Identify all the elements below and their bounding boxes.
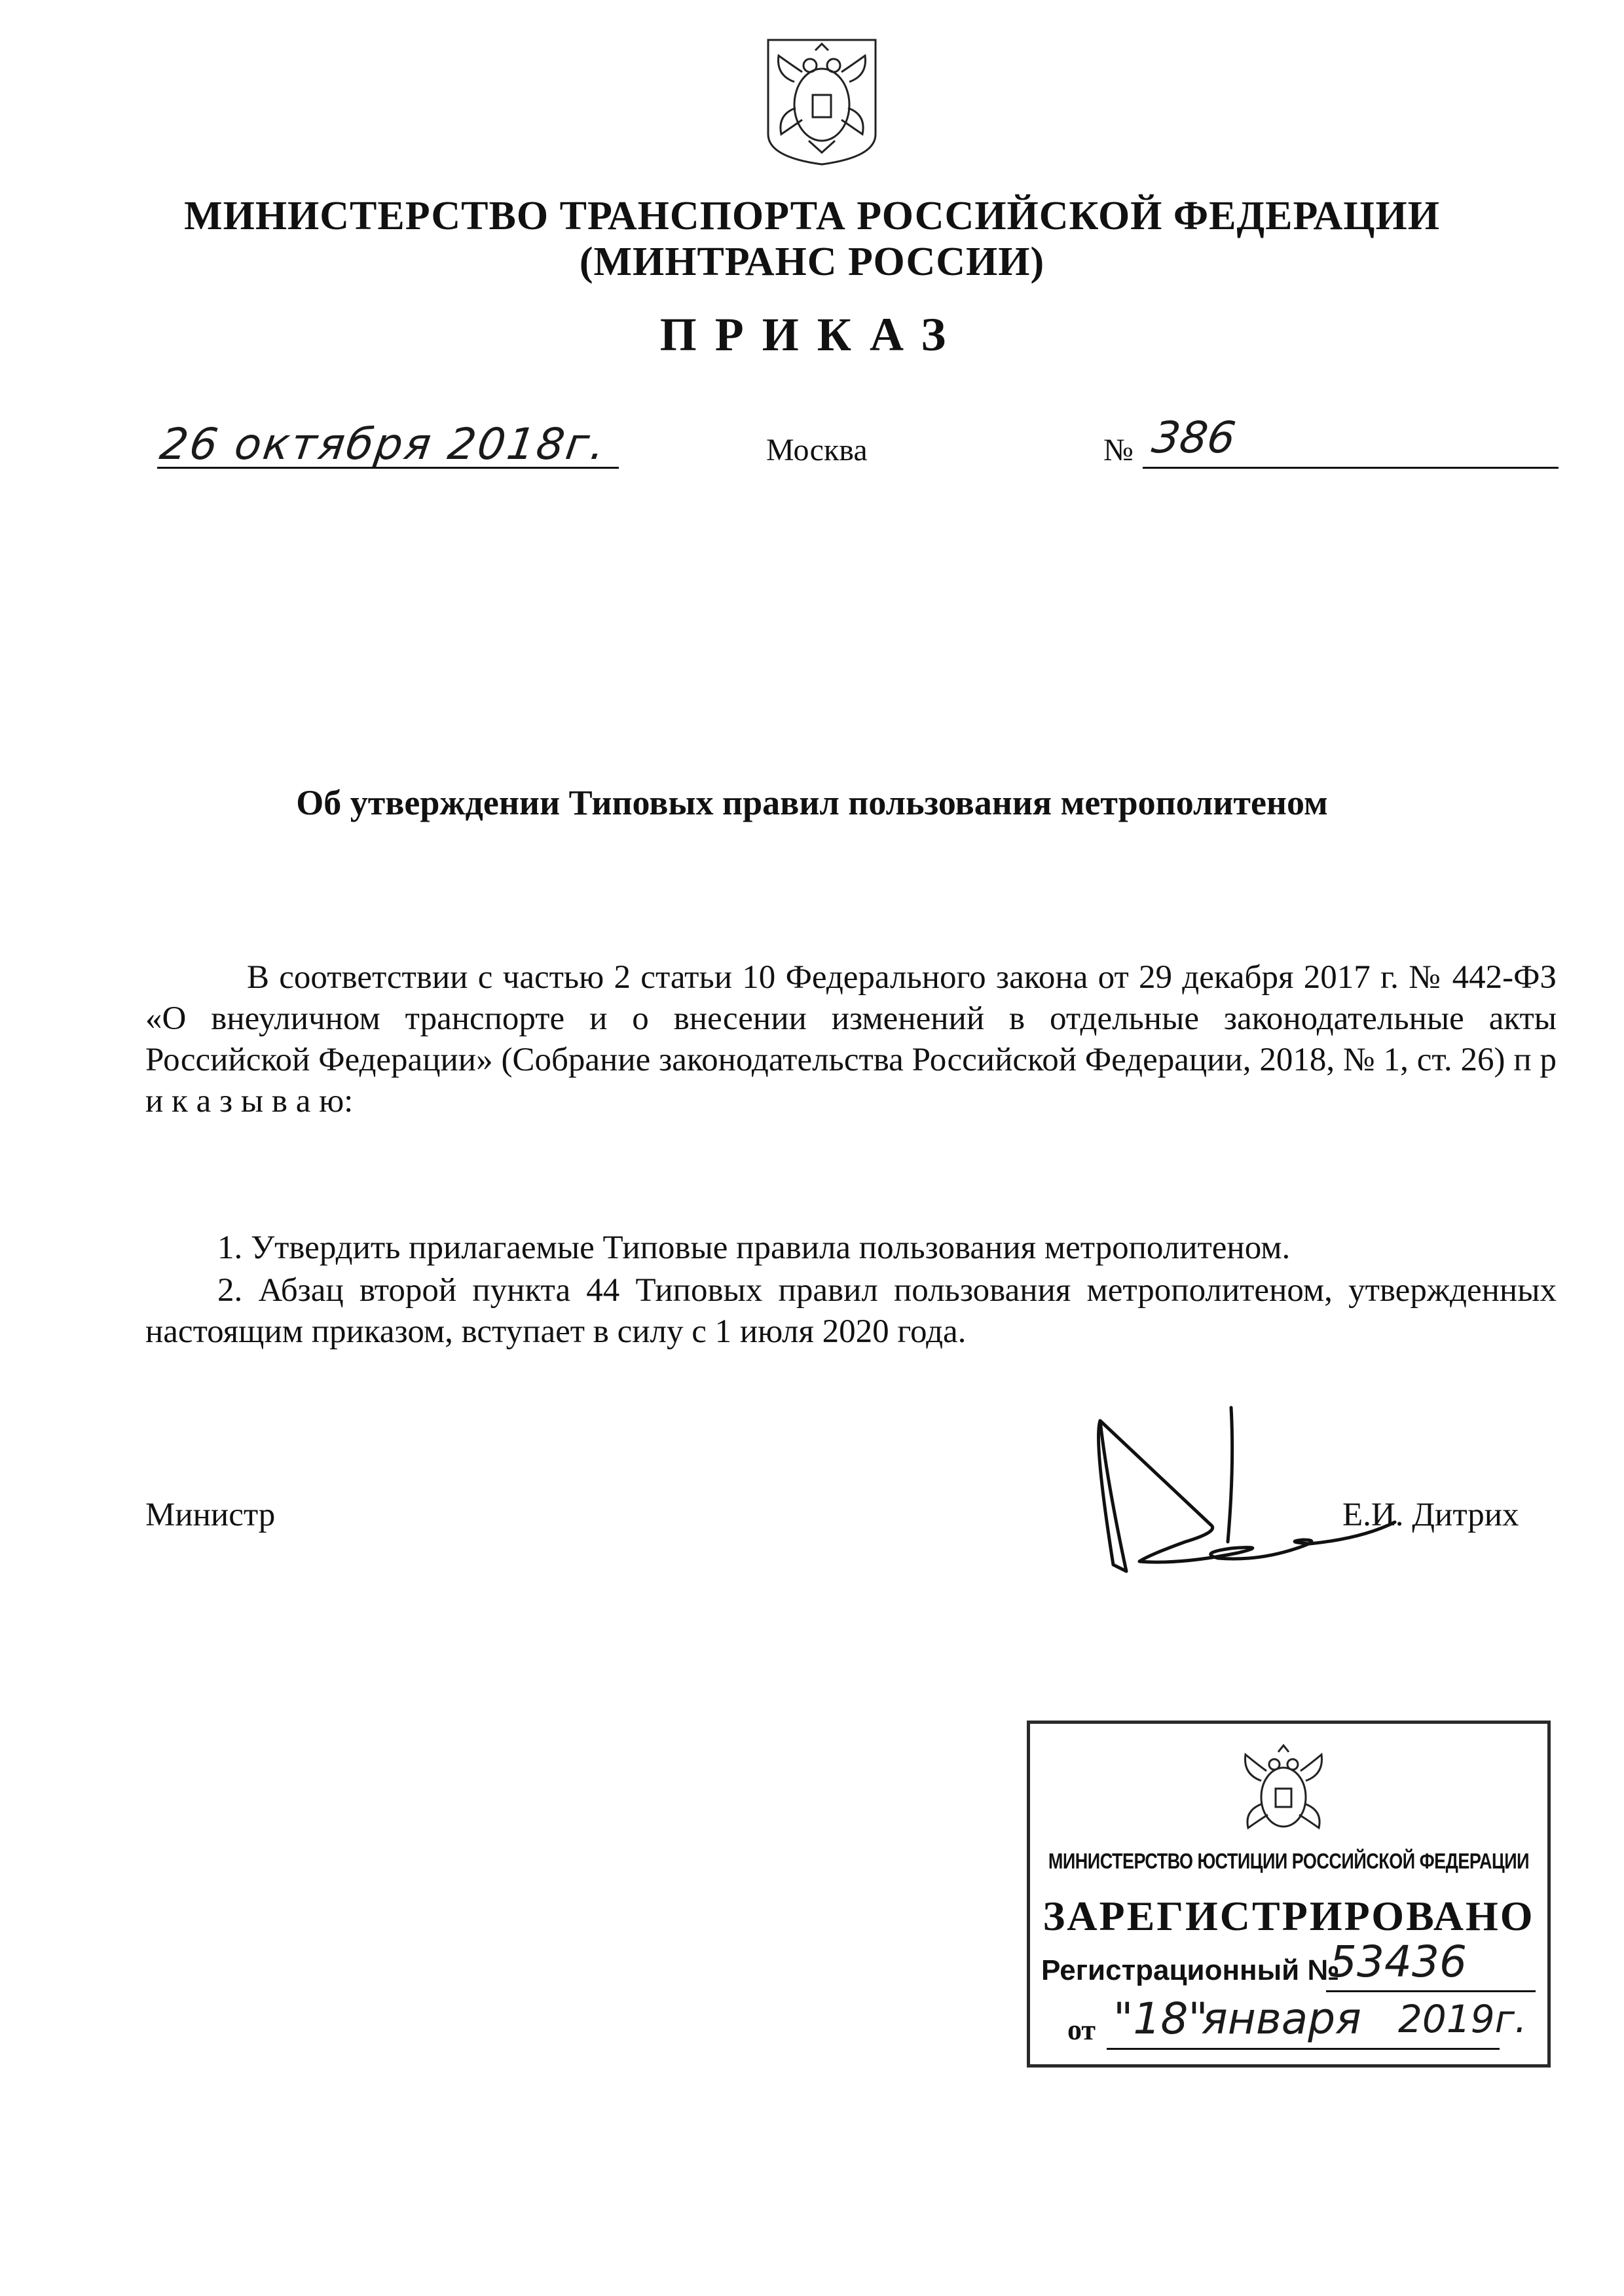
preamble-paragraph: В соответствии с частью 2 статьи 10 Федерального закона от 29 декабря 2017 г. № 442-ФЗ «О внеуличном транспорте и о внесении изменений в отдельные законодательные акты Российской Федерации» (Собрание законодательства Российской Федерации, 2018, № 1, ст. 26) п р и к а з ы в а ю:: [145, 959, 1557, 1120]
order-item-1: 1. Утвердить прилагаемые Типовые правила пользования метрополитеном.: [217, 1230, 1291, 1266]
order-date-handwritten: 26 октября 2018г.: [157, 419, 610, 469]
order-item-2: 2. Абзац второй пункта 44 Типовых правил пользования метрополитеном, утвержденных настоящим приказом, вступает в силу с 1 июля 2020 года.: [145, 1272, 1557, 1350]
stamp-registration-number: 53436: [1329, 1937, 1467, 1987]
ministry-abbreviation: (МИНТРАНС РОССИИ): [579, 240, 1045, 284]
stamp-registration-underline: [1326, 1990, 1536, 1992]
stamp-registered: ЗАРЕГИСТРИРОВАНО: [1043, 1893, 1535, 1939]
stamp-date-month: января: [1202, 1994, 1361, 2044]
order-number-handwritten: 386: [1149, 412, 1239, 463]
stamp-registration-label: Регистрационный №: [1041, 1954, 1340, 1986]
stamp-from-label: от: [1067, 2014, 1096, 2046]
order-subject: Об утверждении Типовых правил пользования метрополитеном: [296, 783, 1328, 822]
number-underline: [1143, 467, 1559, 469]
stamp-ministry: МИНИСТЕРСТВО ЮСТИЦИИ РОССИЙСКОЙ ФЕДЕРАЦИИ: [1048, 1849, 1530, 1874]
stamp-date-underline: [1107, 2048, 1500, 2050]
date-underline: [157, 467, 619, 469]
stamp-date-day: "18": [1113, 1994, 1208, 2044]
signer-name: Е.И. Дитрих: [1342, 1497, 1519, 1533]
city: Москва: [766, 433, 868, 467]
stamp-date-year: 2019г.: [1398, 1997, 1527, 2041]
stamp-coat-of-arms-icon: [1231, 1741, 1336, 1840]
signer-title: Министр: [145, 1497, 276, 1533]
document-type: ПРИКАЗ: [659, 308, 965, 361]
coat-of-arms-icon: [763, 36, 881, 167]
number-prefix: №: [1103, 433, 1134, 467]
ministry-title: МИНИСТЕРСТВО ТРАНСПОРТА РОССИЙСКОЙ ФЕДЕРАЦИИ: [184, 194, 1440, 238]
